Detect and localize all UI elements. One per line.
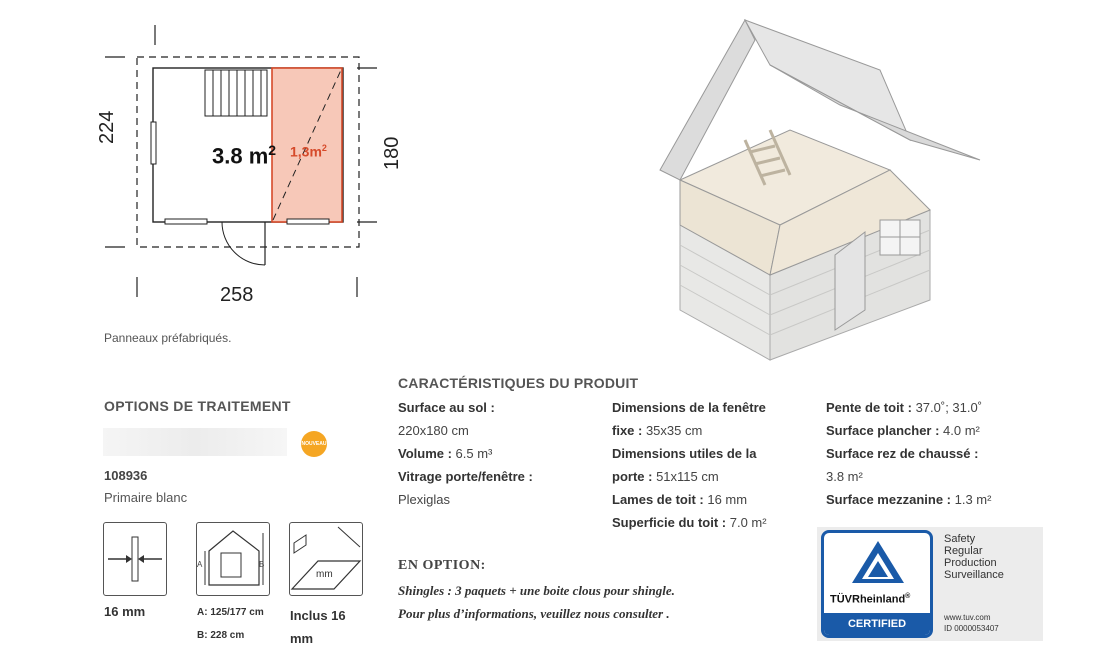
wall-thickness-label: 16 mm xyxy=(104,604,146,619)
wall-height-icon xyxy=(196,522,270,596)
product-code: 108936 xyxy=(104,468,148,483)
floor-icon-unit: mm xyxy=(316,569,333,580)
spec-value: 220x180 cm xyxy=(398,423,469,438)
tuv-id: ID 0000053407 xyxy=(944,624,999,633)
tuv-logo xyxy=(821,530,933,638)
tuv-line: Safety xyxy=(944,533,976,545)
spec-line xyxy=(398,442,608,465)
wall-thickness-icon xyxy=(103,522,167,596)
spec-value: 1.3 m² xyxy=(951,492,992,507)
spec-key: Surface mezzanine : xyxy=(826,492,951,507)
dim-right-label: 180 xyxy=(381,136,403,170)
option-line-1: Shingles : 3 paquets + une boite clous pour shingle. xyxy=(398,583,675,598)
spec-line xyxy=(612,488,817,511)
spec-line xyxy=(612,396,817,419)
tuv-description xyxy=(944,533,1004,581)
spec-line xyxy=(398,419,608,442)
spec-key: Dimensions de la fenêtre xyxy=(612,400,766,415)
spec-key: Superficie du toit : xyxy=(612,515,727,530)
floor-icon xyxy=(289,522,363,596)
label-a: A xyxy=(197,560,203,569)
wall-thickness-icon-graphic xyxy=(104,523,166,595)
spec-col-1 xyxy=(398,396,608,511)
spec-key: Dimensions utiles de la xyxy=(612,446,757,461)
floor-label: Inclus 16 mm xyxy=(290,608,346,646)
spec-line xyxy=(612,465,817,488)
spec-key: Surface au sol : xyxy=(398,400,495,415)
spec-line xyxy=(612,419,817,442)
product-heading: CARACTÉRISTIQUES DU PRODUIT xyxy=(398,375,639,391)
spec-key: Volume : xyxy=(398,446,452,461)
spec-value: 6.5 m³ xyxy=(451,446,493,461)
label-b: B xyxy=(259,560,265,569)
height-a-label: A: 125/177 cm xyxy=(197,607,264,618)
option-heading: EN OPTION: xyxy=(398,558,486,573)
spec-line xyxy=(612,511,817,534)
spec-line xyxy=(398,488,608,511)
options-heading: OPTIONS DE TRAITEMENT xyxy=(104,398,291,414)
tuv-url: www.tuv.com xyxy=(944,613,991,622)
spec-value: 4.0 m² xyxy=(939,423,980,438)
treatment-swatch xyxy=(103,428,287,456)
tuv-certificate xyxy=(817,527,1043,641)
spec-key: Pente de toit : xyxy=(826,400,912,415)
tuv-line: Production xyxy=(944,557,997,569)
tuv-line: Regular xyxy=(944,545,983,557)
height-b-label: B: 228 cm xyxy=(197,630,245,641)
spec-value: 37.0˚; 31.0˚ xyxy=(911,400,983,415)
area-mezz-label: $1,3m^2$ xyxy=(290,143,327,160)
spec-col-2 xyxy=(612,396,817,534)
tuv-triangle-icon xyxy=(850,539,906,585)
spec-value: 35x35 cm xyxy=(642,423,703,438)
tuv-brand: TÜVRheinland® xyxy=(830,593,911,606)
treatment-name: Primaire blanc xyxy=(104,490,188,505)
spec-key: Surface plancher : xyxy=(826,423,940,438)
spec-line xyxy=(826,465,1046,488)
spec-line xyxy=(826,396,1046,419)
floor-icon-graphic xyxy=(290,523,362,595)
spec-key: Surface rez de chaussé : xyxy=(826,446,979,461)
spec-key: Vitrage porte/fenêtre : xyxy=(398,469,533,484)
spec-value: 16 mm xyxy=(703,492,748,507)
new-badge: NOUVEAU xyxy=(301,431,327,457)
spec-value: 7.0 m² xyxy=(726,515,767,530)
dim-left-label: 224 xyxy=(96,110,118,144)
spec-line xyxy=(826,488,1046,511)
spec-key: porte : xyxy=(612,469,653,484)
spec-value: 51x115 cm xyxy=(652,469,719,484)
spec-line xyxy=(612,442,817,465)
area-main-label: 3.8 $m^2$ xyxy=(212,142,277,169)
spec-col-3 xyxy=(826,396,1046,511)
spec-value: Plexiglas xyxy=(398,492,451,507)
spec-key: fixe : xyxy=(612,423,643,438)
spec-line xyxy=(398,465,608,488)
option-line-2: Pour plus d’informations, veuillez nous consulter . xyxy=(398,606,670,621)
tuv-line: Surveillance xyxy=(944,569,1004,581)
plan-caption: Panneaux préfabriqués. xyxy=(104,331,232,345)
spec-line xyxy=(826,419,1046,442)
spec-value: 3.8 m² xyxy=(826,469,863,484)
spec-line xyxy=(398,396,608,419)
spec-line xyxy=(826,442,1046,465)
tuv-certified-bar: CERTIFIED xyxy=(824,613,930,635)
spec-key: Lames de toit : xyxy=(612,492,704,507)
wall-height-icon-graphic xyxy=(197,523,269,595)
playhouse-image xyxy=(540,10,1040,370)
dim-bottom-label: 258 xyxy=(220,284,254,306)
